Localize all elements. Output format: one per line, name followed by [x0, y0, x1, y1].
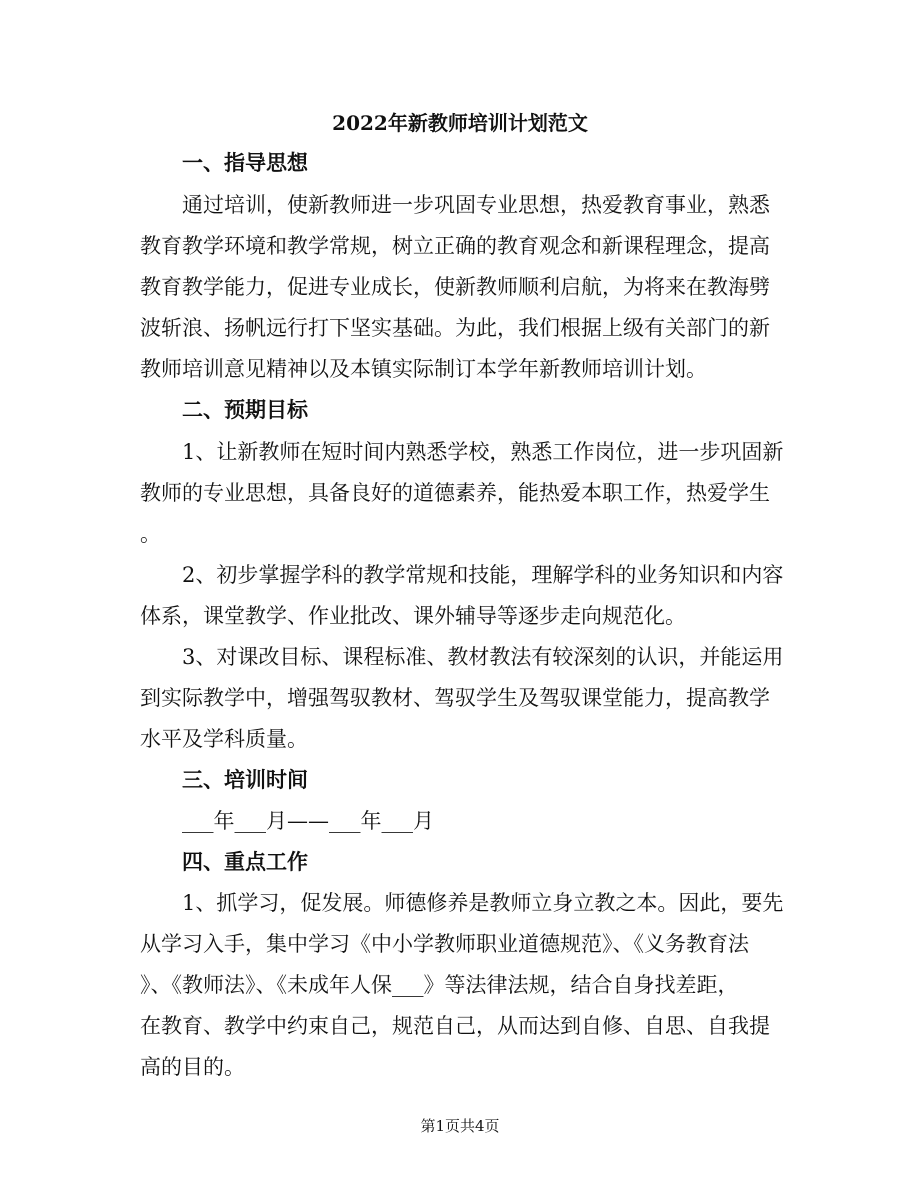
paragraph-line: 2、初步掌握学科的教学常规和技能，理解学科的业务知识和内容 — [182, 563, 784, 587]
section-heading-guiding-thought: 一、指导思想 — [182, 150, 308, 175]
training-time-line: ___年___月——___年___月 — [182, 809, 434, 833]
document-title: 2022年新教师培训计划范文 — [332, 111, 588, 135]
paragraph-line: 高的目的。 — [140, 1055, 245, 1079]
page-footer: 第1页共4页 — [420, 1117, 500, 1135]
paragraph-line: 教育教学环境和教学常规，树立正确的教育观念和新课程理念，提高 — [140, 234, 770, 258]
paragraph-line: 体系，课堂教学、作业批改、课外辅导等逐步走向规范化。 — [140, 604, 686, 628]
paragraph-line: 教育教学能力，促进专业成长，使新教师顺利启航，为将来在教海劈 — [140, 275, 770, 299]
paragraph-line: 教师培训意见精神以及本镇实际制订本学年新教师培训计划。 — [140, 357, 707, 381]
paragraph-line: 水平及学科质量。 — [140, 727, 308, 751]
section-heading-expected-goals: 二、预期目标 — [182, 397, 308, 422]
paragraph-line: 1、让新教师在短时间内熟悉学校，熟悉工作岗位，进一步巩固新 — [182, 440, 784, 464]
paragraph-line: 波斩浪、扬帆远行打下坚实基础。为此，我们根据上级有关部门的新 — [140, 316, 770, 340]
paragraph-line: 》、《教师法》、《未成年人保___》等法律法规，结合自身找差距， — [140, 973, 739, 997]
paragraph-line: 到实际教学中，增强驾驭教材、驾驭学生及驾驭课堂能力，提高教学 — [140, 686, 770, 710]
section-heading-training-time: 三、培训时间 — [182, 767, 308, 792]
section-heading-key-work: 四、重点工作 — [182, 849, 308, 874]
paragraph-line: 1、抓学习，促发展。师德修养是教师立身立教之本。因此，要先 — [182, 891, 784, 915]
paragraph-line: 3、对课改目标、课程标准、教材教法有较深刻的认识，并能运用 — [182, 645, 784, 669]
paragraph-line: 。 — [140, 522, 161, 546]
paragraph-line: 从学习入手，集中学习《中小学教师职业道德规范》、《义务教育法 — [140, 932, 749, 956]
paragraph-line: 在教育、教学中约束自己，规范自己，从而达到自修、自思、自我提 — [140, 1014, 770, 1038]
paragraph-line: 教师的专业思想，具备良好的道德素养，能热爱本职工作，热爱学生 — [140, 481, 770, 505]
paragraph-line: 通过培训，使新教师进一步巩固专业思想，热爱教育事业，熟悉 — [182, 193, 770, 217]
